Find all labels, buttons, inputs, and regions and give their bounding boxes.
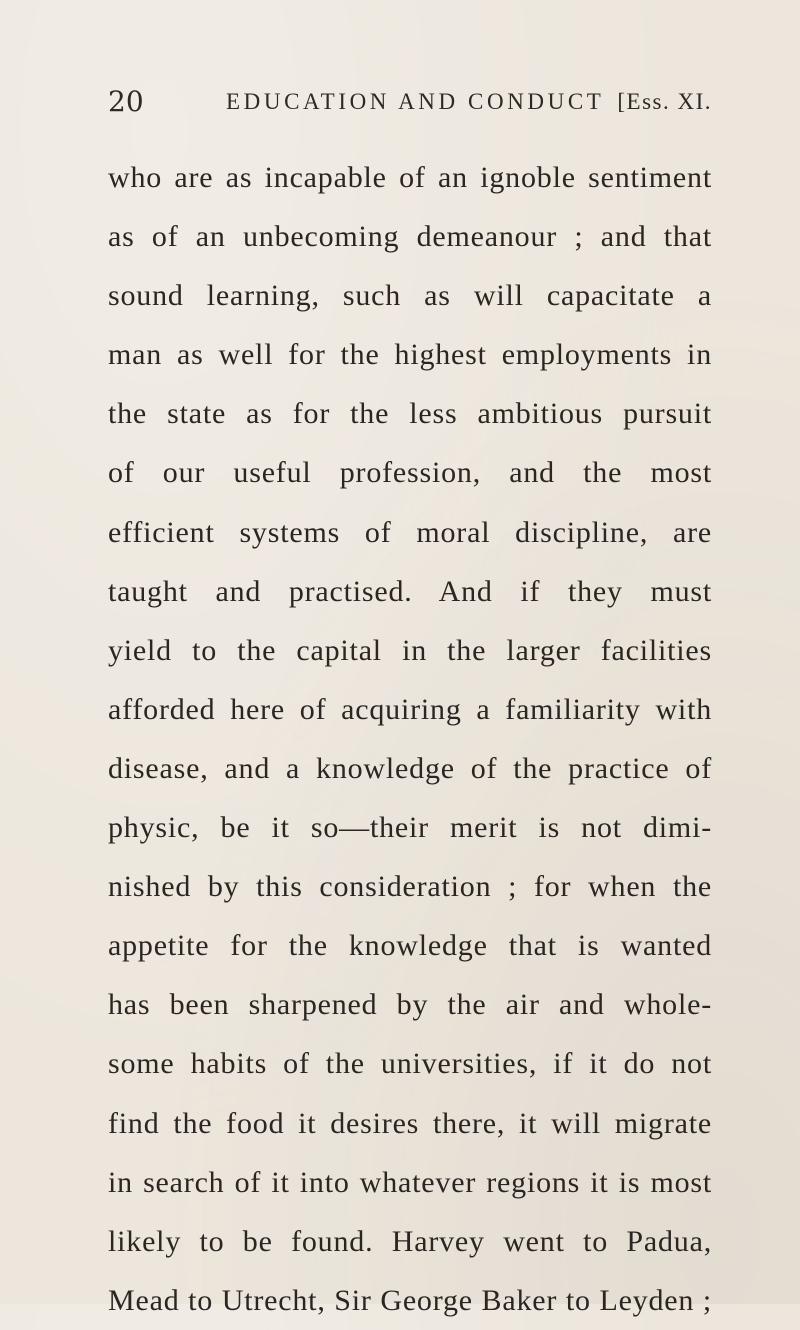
text-line: find the food it desires there, it will migrate bbox=[108, 1106, 712, 1140]
text-line: in search of it into whatever regions it is most bbox=[108, 1165, 712, 1199]
text-line: likely to be found. Harvey went to Padua, bbox=[108, 1224, 712, 1258]
text-line: yield to the capital in the larger facilities bbox=[108, 633, 712, 667]
text-line: man as well for the highest employments in bbox=[108, 338, 712, 372]
text-line: of our useful profession, and the most bbox=[108, 456, 712, 490]
text-line: the state as for the less ambitious pursuit bbox=[108, 397, 712, 431]
text-line: nished by this consideration ; for when the bbox=[108, 870, 712, 904]
text-line: sound learning, such as will capacitate a bbox=[108, 279, 712, 313]
text-line: taught and practised. And if they must bbox=[108, 574, 712, 608]
page-number: 20 bbox=[108, 85, 144, 118]
text-line: some habits of the universities, if it do not bbox=[108, 1047, 712, 1081]
body-text bbox=[108, 148, 712, 1330]
text-line: efficient systems of moral discipline, are bbox=[108, 515, 712, 549]
page-header bbox=[108, 80, 712, 124]
text-line: who are as incapable of an ignoble sentiment bbox=[108, 161, 712, 194]
text-line: as of an unbecoming demeanour ; and that bbox=[108, 220, 712, 254]
text-line: has been sharpened by the air and whole- bbox=[108, 988, 712, 1022]
text-line: Mead to Utrecht, Sir George Baker to Leyden ; bbox=[108, 1283, 712, 1317]
running-title: EDUCATION AND CONDUCT bbox=[226, 89, 605, 114]
text-line: physic, be it so—their merit is not dimi- bbox=[108, 811, 712, 845]
section-reference: [Ess. XI. bbox=[617, 89, 712, 114]
text-line: afforded here of acquiring a familiarity with bbox=[108, 692, 712, 726]
text-line: appetite for the knowledge that is wanted bbox=[108, 929, 712, 963]
text-line: disease, and a knowledge of the practice of bbox=[108, 751, 712, 785]
